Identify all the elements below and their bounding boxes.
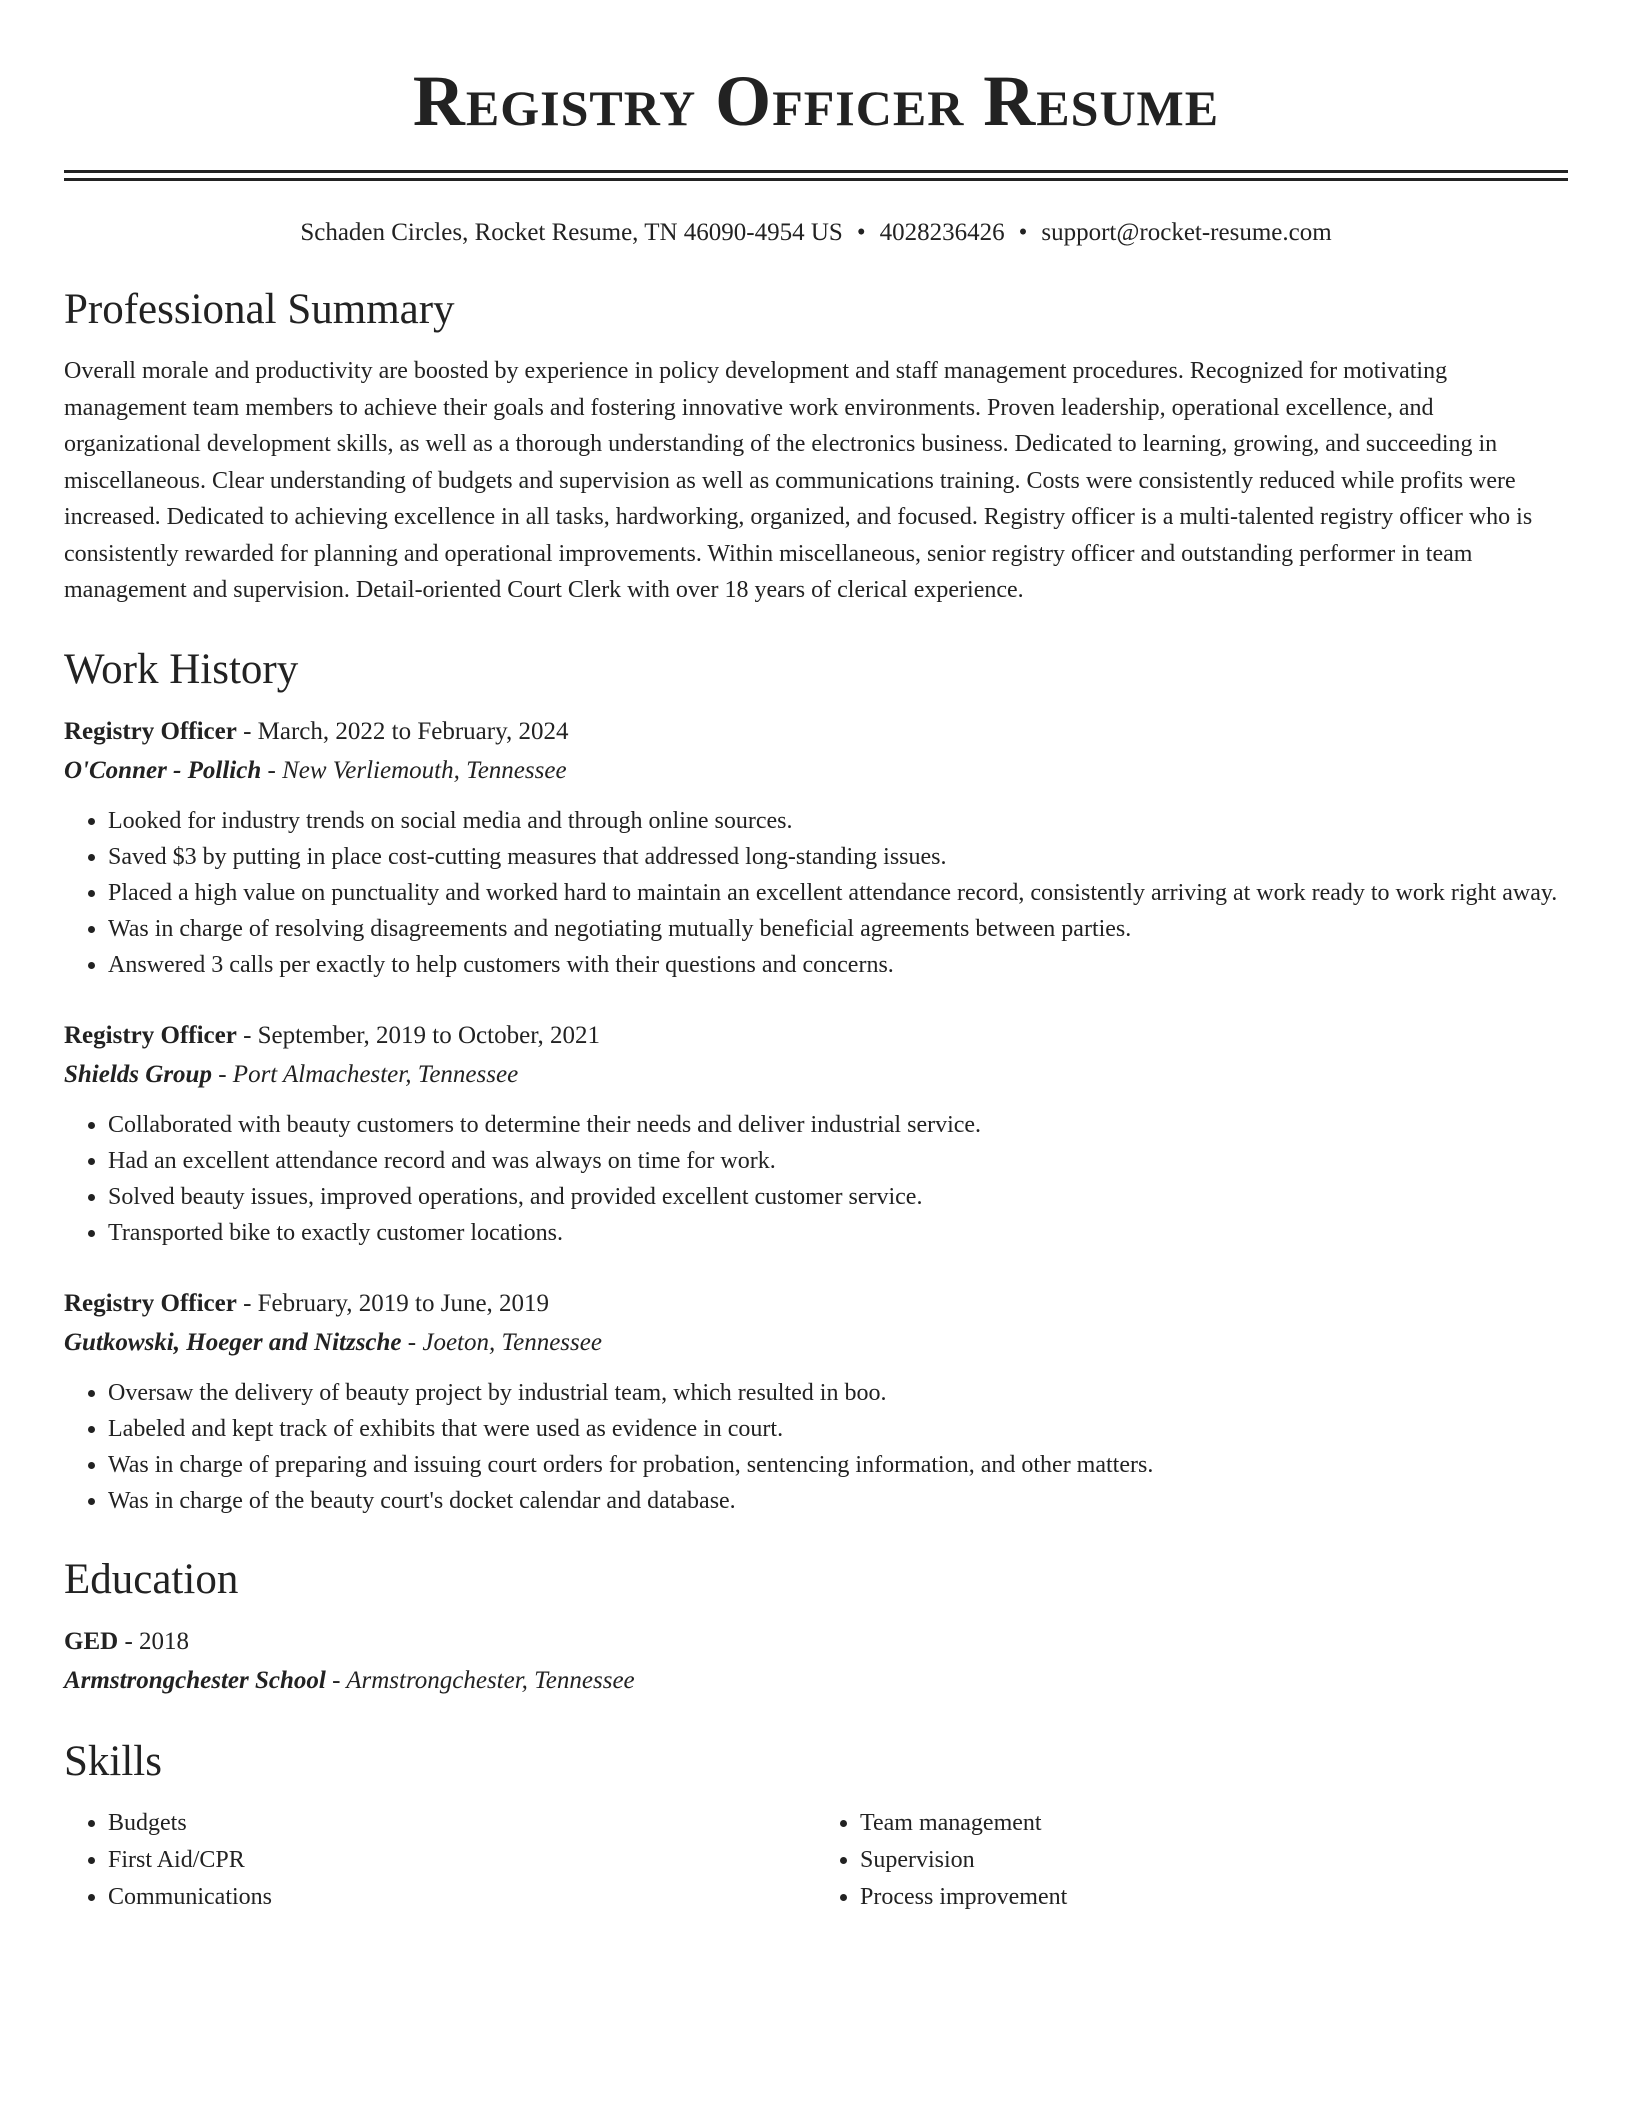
contact-line: [64, 217, 1568, 249]
job-bullet: • Was in charge of the beauty court's docket calendar and database.: [108, 1483, 1568, 1519]
job-bullet: • Transported bike to exactly customer locations.: [108, 1215, 1568, 1251]
job-location: - Joeton, Tennessee: [401, 1328, 602, 1356]
job-bullets: [64, 1107, 1568, 1251]
skill-item: • First Aid/CPR: [108, 1842, 816, 1879]
contact-separator: •: [1018, 219, 1028, 246]
job-bullet: • Answered 3 calls per exactly to help customers with their questions and concerns.: [108, 947, 1568, 983]
job-bullet: • Placed a high value on punctuality and worked hard to maintain an excellent attendance record, consistently arriving at work ready to work right away.: [108, 875, 1568, 911]
education-section: [64, 1555, 1568, 1701]
job-entry: [64, 713, 1568, 983]
job-bullets: [64, 1375, 1568, 1519]
skill-item: • Process improvement: [860, 1879, 1568, 1916]
skill-item: • Team management: [860, 1805, 1568, 1842]
job-bullet: • Saved $3 by putting in place cost-cutting measures that addressed long-standing issues.: [108, 839, 1568, 875]
job-title-line: [64, 713, 1568, 751]
skill-item: • Communications: [108, 1879, 816, 1916]
contact-email: support@rocket-resume.com: [1041, 219, 1332, 246]
education-degree-line: [64, 1623, 1568, 1661]
contact-address: Schaden Circles, Rocket Resume, TN 46090-4954 US: [300, 219, 843, 246]
job-dates: - September, 2019 to October, 2021: [236, 1021, 601, 1049]
education-school-line: [64, 1661, 1568, 1701]
skill-item: • Budgets: [108, 1805, 816, 1842]
summary-heading: Professional Summary: [64, 286, 455, 333]
education-year: - 2018: [118, 1627, 190, 1655]
job-bullet: • Collaborated with beauty customers to determine their needs and deliver industrial service.: [108, 1107, 1568, 1143]
job-employer-line: [64, 1055, 1568, 1095]
work-history-heading: Work History: [64, 645, 299, 693]
education-school: Armstrongchester School: [64, 1666, 326, 1694]
title-double-rule: [64, 170, 1568, 181]
job-bullets: [64, 803, 1568, 983]
job-role: Registry Officer: [64, 1021, 237, 1049]
skill-item: • Supervision: [860, 1842, 1568, 1879]
job-bullet: • Was in charge of preparing and issuing court orders for probation, sentencing information, and other matters.: [108, 1447, 1568, 1483]
job-bullet: • Had an excellent attendance record and was always on time for work.: [108, 1143, 1568, 1179]
skills-column-left: [64, 1805, 816, 1916]
job-company: O'Conner - Pollich: [64, 756, 262, 784]
summary-text: Overall morale and productivity are boosted by experience in policy development and staff management procedures. Recognized for motivating management team members to achieve their goals and fostering innovative work environments. Proven leadership, operational excellence, and organizational development skills, as well as a thorough understanding of the electronics business. Dedicated to learning, growing, and succeeding in miscellaneous. Clear understanding of budgets and supervision as well as communications training. Costs were consistently reduced while profits were increased. Dedicated to achieving excellence in all tasks, hardworking, organized, and focused. Registry officer is a multi-talented registry officer who is consistently rewarded for planning and operational improvements. Within miscellaneous, senior registry officer and outstanding performer in team management and supervision. Detail-oriented Court Clerk with over 18 years of clerical experience.: [64, 358, 1533, 603]
job-bullet: • Solved beauty issues, improved operations, and provided excellent customer service.: [108, 1179, 1568, 1215]
job-bullet: • Labeled and kept track of exhibits that were used as evidence in court.: [108, 1411, 1568, 1447]
job-company: Shields Group: [64, 1060, 212, 1088]
contact-separator: •: [856, 219, 866, 246]
job-role: Registry Officer: [64, 717, 237, 745]
job-company: Gutkowski, Hoeger and Nitzsche: [64, 1328, 402, 1356]
job-bullet: • Looked for industry trends on social media and through online sources.: [108, 803, 1568, 839]
skills-column-right: [816, 1805, 1568, 1916]
job-location: - Port Almachester, Tennessee: [211, 1060, 519, 1088]
education-location: - Armstrongchester, Tennessee: [325, 1666, 635, 1694]
job-entry: [64, 1017, 1568, 1251]
job-dates: - March, 2022 to February, 2024: [236, 717, 569, 745]
education-degree: GED: [64, 1627, 119, 1655]
job-title-line: [64, 1017, 1568, 1055]
job-employer-line: [64, 1323, 1568, 1363]
job-entry: [64, 1285, 1568, 1519]
job-title-line: [64, 1285, 1568, 1323]
job-bullet: • Oversaw the delivery of beauty project by industrial team, which resulted in boo.: [108, 1375, 1568, 1411]
job-bullet: • Was in charge of resolving disagreements and negotiating mutually beneficial agreements between parties.: [108, 911, 1568, 947]
summary-section: [64, 285, 1568, 609]
skills-heading: Skills: [64, 1737, 162, 1785]
education-heading: Education: [64, 1555, 239, 1603]
job-dates: - February, 2019 to June, 2019: [236, 1289, 550, 1317]
job-employer-line: [64, 751, 1568, 791]
contact-phone: 4028236426: [879, 219, 1005, 246]
resume-title: Registry Officer Resume: [412, 61, 1220, 141]
skills-section: [64, 1737, 1568, 1916]
job-location: - New Verliemouth, Tennessee: [261, 756, 567, 784]
work-history-section: [64, 645, 1568, 1519]
skills-columns: [64, 1805, 1568, 1916]
job-role: Registry Officer: [64, 1289, 237, 1317]
